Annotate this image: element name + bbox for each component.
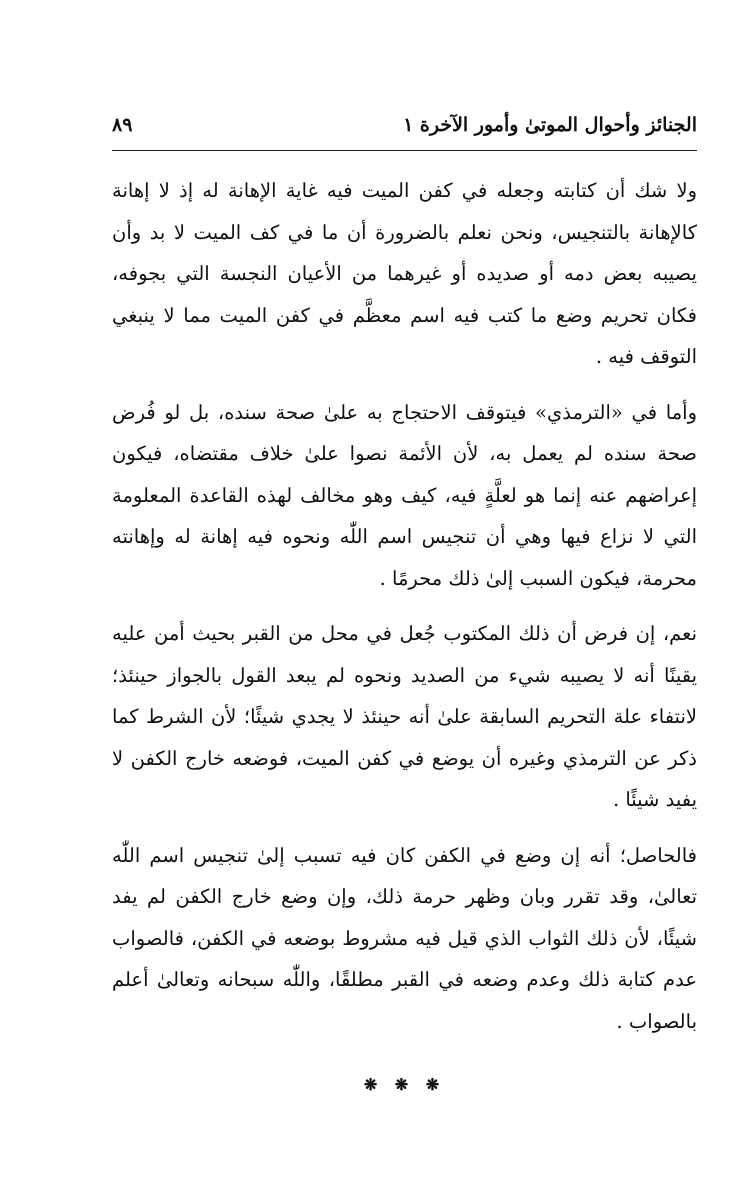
body-text xyxy=(112,170,697,1106)
page-header xyxy=(112,112,697,148)
paragraph-4: فالحاصل؛ أنه إن وضع في الكفن كان فيه تسبب إلىٰ تنجيس اسم اللّٰه تعالىٰ، وقد تقرر وبان وظهر حرمة ذلك، وإن وضع خارج الكفن لم يفد شيئًا، لأن ذلك الثواب الذي قيل فيه مشروط بوضعه في الكفن، فالصواب عدم كتابة ذلك وعدم وضعه في القبر مطلقًا، واللّٰه سبحانه وتعالىٰ أعلم بالصواب . xyxy=(112,843,697,1033)
paragraph-1: ولا شك أن كتابته وجعله في كفن الميت فيه غاية الإهانة له إذ لا إهانة كالإهانة بالتنجيس، ونحن نعلم بالضرورة أن ما في كف الميت لا بد وأن يصيبه بعض دمه أو صديده أو غيرهما من الأعيان النجسة التي بجوفه، فكان تحريم وضع ما كتب فيه اسم معظَّم في كفن الميت مما لا ينبغي التوقف فيه . xyxy=(112,179,697,368)
running-title: الجنائز وأحوال الموتىٰ وأمور الآخرة ١ xyxy=(403,114,697,136)
page-number: ٨٩ xyxy=(112,114,133,136)
paragraph-3: نعم، إن فرض أن ذلك المكتوب جُعل في محل من القبر بحيث أمن عليه يقينًا أنه لا يصيبه شيء من الصديد ونحوه لم يبعد القول بالجواز حينئذ؛ لانتفاء علة التحريم السابقة علىٰ أنه حينئذ لا يجدي شيئًا؛ لأن الشرط كما ذكر عن الترمذي وغيره أن يوضع في كفن الميت، فوضعه خارج الكفن لا يفيد شيئًا . xyxy=(112,622,697,811)
header-divider xyxy=(112,150,697,151)
section-break-asterisks: ❋ ❋ ❋ xyxy=(363,1075,446,1094)
paragraph-2: وأما في «الترمذي» فيتوقف الاحتجاج به علىٰ صحة سنده، بل لو فُرض صحة سنده لم يعمل به، لأن الأئمة نصوا علىٰ خلاف مقتضاه، فيكون إعراضهم عنه إنما هو لعلَّةٍ فيه، كيف وهو مخالف لهذه القاعدة المعلومة التي لا نزاع فيها وهي أن تنجيس اسم اللّٰه ونحوه فيه إهانة له وإهانته محرمة، فيكون السبب إلىٰ ذلك محرمًا . xyxy=(112,400,697,590)
